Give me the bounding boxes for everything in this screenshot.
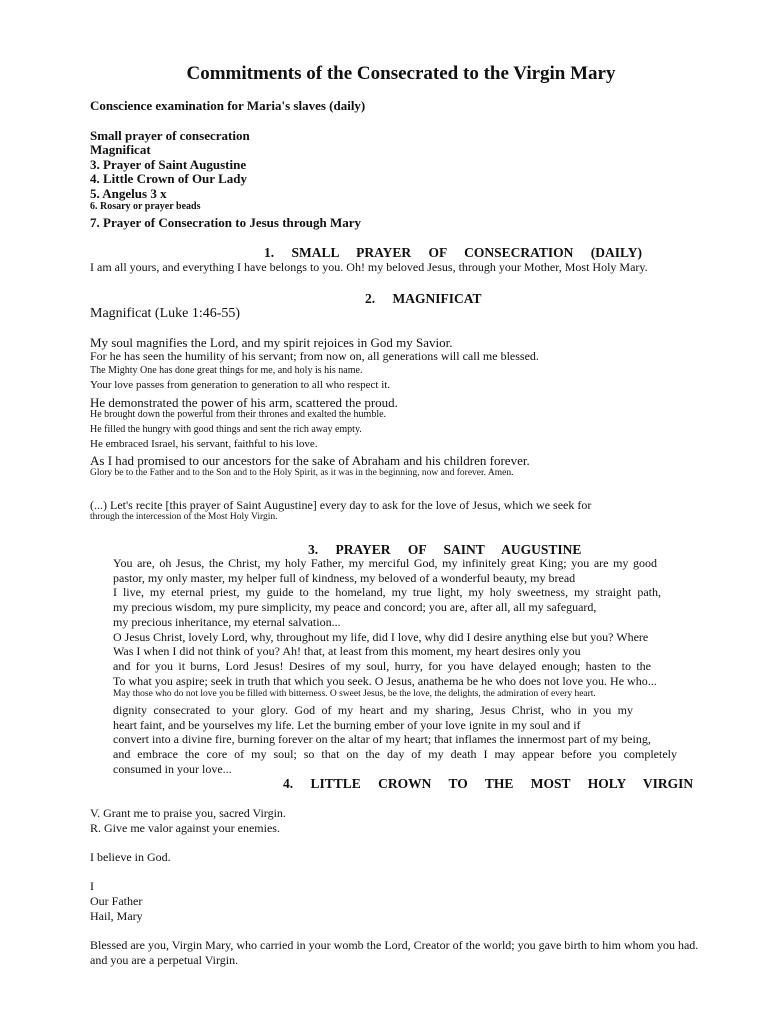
our-father-line: Our Father — [90, 894, 143, 908]
augustine-intro-note: through the intercession of the Most Holy Virgin. — [90, 512, 278, 522]
list-item: Magnificat — [90, 142, 151, 157]
creed-line: I believe in God. — [90, 850, 171, 864]
response: R. Give me valor against your enemies. — [90, 821, 280, 835]
document-title: Commitments of the Consecrated to the Virgin Mary — [186, 63, 616, 84]
section-heading-augustine: 3. PRAYER OF SAINT AUGUSTINE — [308, 542, 582, 557]
augustine-line: and for you it burns, Lord Jesus! Desires of my soul, hurry, for you have delayed enough; hasten to the — [113, 659, 651, 673]
examination-heading: Conscience examination for Maria's slaves (daily) — [90, 98, 366, 113]
augustine-line: O Jesus Christ, lovely Lord, why, throughout my life, did I love, why did I desire anything else but you? Where — [113, 630, 649, 644]
roman-numeral: I — [90, 879, 94, 893]
list-item: 7. Prayer of Consecration to Jesus through Mary — [90, 215, 362, 230]
list-item: Small prayer of consecration — [90, 128, 250, 143]
augustine-line: convert into a divine fire, burning forever on the altar of my heart; that inflames the innermost part of my being, — [113, 732, 651, 746]
small-prayer-text: I am all yours, and everything I have belongs to you. Oh! my beloved Jesus, through your Mother, Most Holy Mary. — [90, 260, 648, 274]
versicle: V. Grant me to praise you, sacred Virgin. — [90, 806, 286, 820]
augustine-line: To what you aspire; seek in truth that which you seek. O Jesus, anathema be he who does not love you. He who... — [113, 674, 657, 688]
list-item: 6. Rosary or prayer beads — [90, 201, 201, 212]
blessed-line: and you are a perpetual Virgin. — [90, 953, 239, 967]
magnificat-line: He brought down the powerful from their thrones and exalted the humble. — [90, 409, 387, 420]
magnificat-line: My soul magnifies the Lord, and my spirit rejoices in God my Savior. — [90, 335, 453, 350]
magnificat-line: The Mighty One has done great things for me, and holy is his name. — [90, 365, 363, 376]
section-heading-small-prayer: 1. SMALL PRAYER OF CONSECRATION (DAILY) — [264, 245, 643, 260]
augustine-intro-note: (...) Let's recite [this prayer of Saint Augustine] every day to ask for the love of Jesus, which we seek for — [90, 498, 592, 512]
hail-mary-line: Hail, Mary — [90, 909, 143, 923]
section-heading-magnificat: 2. MAGNIFICAT — [365, 291, 482, 306]
augustine-line: May those who do not love you be filled with bitterness. O sweet Jesus, be the love, the delights, the admiration of every heart. — [113, 689, 596, 699]
list-item: 5. Angelus 3 x — [90, 186, 167, 201]
augustine-line: consumed in your love... — [113, 762, 232, 776]
magnificat-line: For he has seen the humility of his servant; from now on, all generations will call me blessed. — [90, 349, 539, 363]
blessed-line: Blessed are you, Virgin Mary, who carried in your womb the Lord, Creator of the world; you gave birth to him whom you had. — [90, 938, 699, 952]
augustine-line: pastor, my only master, my helper full of kindness, my beloved of a wonderful beauty, my bread — [113, 571, 576, 585]
section-heading-little-crown: 4. LITTLE CROWN TO THE MOST HOLY VIRGIN — [283, 776, 694, 791]
augustine-line: my precious inheritance, my eternal salvation... — [113, 615, 341, 629]
magnificat-line: Your love passes from generation to generation to all who respect it. — [90, 379, 391, 391]
augustine-line: my precious wisdom, my pure simplicity, my peace and concord; you are, after all, all my safeguard, — [113, 600, 597, 614]
magnificat-line: He embraced Israel, his servant, faithful to his love. — [90, 438, 318, 450]
magnificat-reference: Magnificat (Luke 1:46-55) — [90, 306, 241, 321]
magnificat-line: He demonstrated the power of his arm, scattered the proud. — [90, 395, 398, 410]
augustine-line: heart faint, and be yourselves my life. Let the burning ember of your love ignite in my soul and if — [113, 718, 581, 732]
augustine-line: and embrace the core of my soul; so that on the day of my death I may appear before you completely — [113, 747, 677, 761]
augustine-line: Was I when I did not think of you? Ah! that, at least from this moment, my heart desires only you — [113, 644, 581, 658]
list-item: 3. Prayer of Saint Augustine — [90, 157, 247, 172]
list-item: 4. Little Crown of Our Lady — [90, 171, 247, 186]
magnificat-line: As I had promised to our ancestors for the sake of Abraham and his children forever. — [90, 453, 530, 468]
magnificat-line: Glory be to the Father and to the Son and to the Holy Spirit, as it was in the beginning, now and forever. Amen. — [90, 468, 514, 478]
augustine-line: I live, my eternal priest, my guide to the homeland, my true light, my holy sweetness, my straight path, — [113, 585, 661, 599]
magnificat-line: He filled the hungry with good things and sent the rich away empty. — [90, 424, 362, 435]
augustine-line: You are, oh Jesus, the Christ, my holy Father, my merciful God, my infinitely great King; you are my good — [113, 556, 657, 570]
augustine-line: dignity consecrated to your glory. God of my heart and my sharing, Jesus Christ, who in you my — [113, 703, 633, 717]
